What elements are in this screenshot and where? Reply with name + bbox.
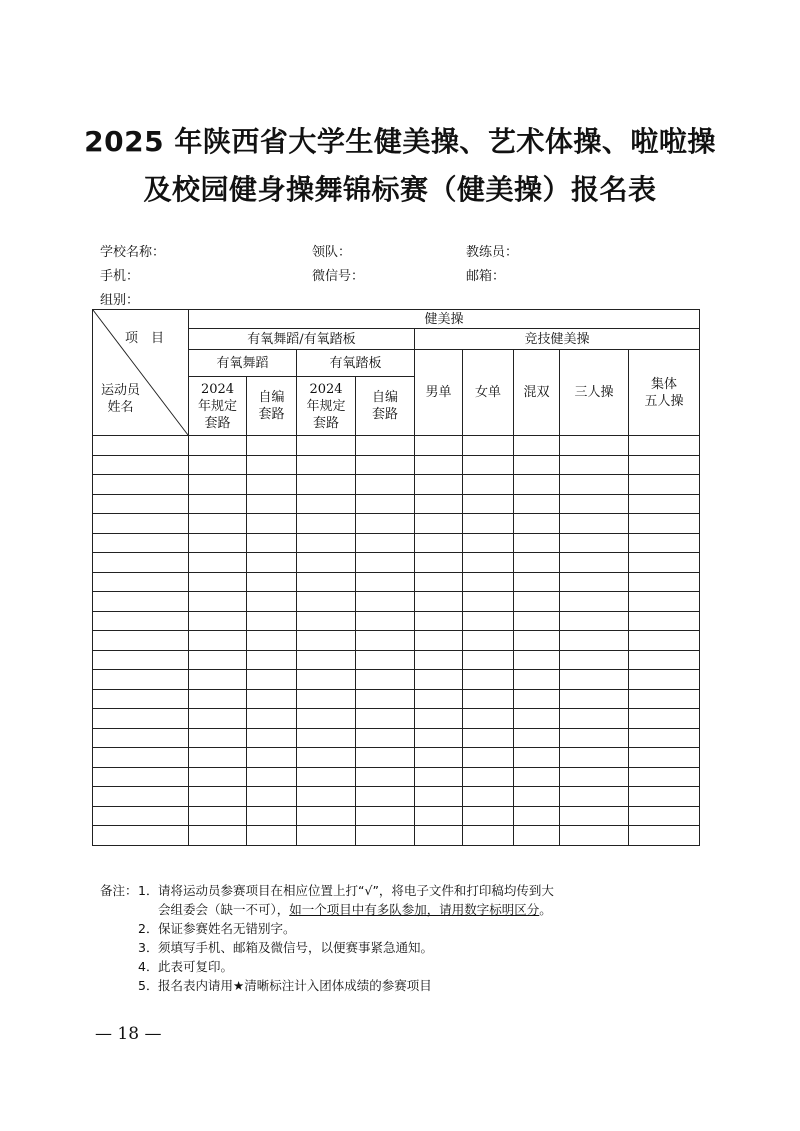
event-check-cell[interactable]	[356, 436, 415, 456]
event-check-cell[interactable]	[560, 611, 629, 631]
note-text: 报名表内请用★清晰标注计入团体成绩的参赛项目	[158, 978, 432, 993]
event-check-cell[interactable]	[463, 650, 514, 670]
event-check-cell[interactable]	[463, 689, 514, 709]
event-check-cell[interactable]	[189, 514, 247, 534]
event-check-cell[interactable]	[514, 787, 560, 807]
event-check-cell[interactable]	[560, 455, 629, 475]
event-check-cell[interactable]	[415, 689, 463, 709]
athlete-name-cell[interactable]	[93, 787, 189, 807]
phone-label: 手机：	[100, 269, 140, 284]
dance-regular-line-1: 2024	[200, 381, 235, 397]
table-row	[93, 592, 700, 612]
table-row	[93, 826, 700, 846]
event-check-cell[interactable]	[247, 475, 297, 495]
event-check-cell[interactable]	[463, 611, 514, 631]
event-check-cell[interactable]	[560, 631, 629, 651]
event-check-cell[interactable]	[560, 728, 629, 748]
event-check-cell[interactable]	[560, 806, 629, 826]
event-check-cell[interactable]	[297, 670, 356, 690]
event-check-cell[interactable]	[514, 767, 560, 787]
event-check-cell[interactable]	[356, 475, 415, 495]
table-row	[93, 767, 700, 787]
athlete-name-cell[interactable]	[93, 806, 189, 826]
event-check-cell[interactable]	[247, 767, 297, 787]
table-row	[93, 689, 700, 709]
event-check-cell[interactable]	[356, 572, 415, 592]
table-row	[93, 436, 700, 456]
event-check-cell[interactable]	[514, 826, 560, 846]
event-check-cell[interactable]	[514, 748, 560, 768]
event-check-cell[interactable]	[463, 826, 514, 846]
event-check-cell[interactable]	[247, 611, 297, 631]
athlete-name-cell[interactable]	[93, 826, 189, 846]
event-check-cell[interactable]	[629, 650, 700, 670]
event-check-cell[interactable]	[189, 572, 247, 592]
event-check-cell[interactable]	[247, 631, 297, 651]
event-check-cell[interactable]	[560, 494, 629, 514]
event-check-cell[interactable]	[629, 436, 700, 456]
event-check-cell[interactable]	[514, 689, 560, 709]
event-check-cell[interactable]	[415, 514, 463, 534]
event-check-cell[interactable]	[247, 553, 297, 573]
event-check-cell[interactable]	[247, 533, 297, 553]
event-check-cell[interactable]	[247, 514, 297, 534]
event-check-cell[interactable]	[297, 475, 356, 495]
aerobics-header: 健美操	[189, 310, 700, 329]
event-check-cell[interactable]	[629, 728, 700, 748]
mixed-pair-header: 混双	[514, 350, 560, 436]
event-check-cell[interactable]	[514, 728, 560, 748]
event-check-cell[interactable]	[356, 611, 415, 631]
step-regular-line-2: 年规定	[306, 398, 346, 414]
event-check-cell[interactable]	[415, 611, 463, 631]
event-check-cell[interactable]	[415, 748, 463, 768]
event-check-cell[interactable]	[297, 689, 356, 709]
event-check-cell[interactable]	[629, 592, 700, 612]
event-check-cell[interactable]	[297, 806, 356, 826]
event-check-cell[interactable]	[247, 670, 297, 690]
table-row	[93, 806, 700, 826]
event-check-cell[interactable]	[356, 533, 415, 553]
event-check-cell[interactable]	[247, 572, 297, 592]
event-check-cell[interactable]	[629, 709, 700, 729]
athlete-name-cell[interactable]	[93, 611, 189, 631]
corner-name-label: 姓名	[107, 400, 134, 415]
event-check-cell[interactable]	[189, 670, 247, 690]
event-check-cell[interactable]	[514, 572, 560, 592]
event-check-cell[interactable]	[463, 728, 514, 748]
event-check-cell[interactable]	[356, 806, 415, 826]
event-check-cell[interactable]	[189, 611, 247, 631]
event-check-cell[interactable]	[514, 533, 560, 553]
competitive-aerobics-header: 竞技健美操	[415, 329, 700, 350]
event-check-cell[interactable]	[415, 455, 463, 475]
event-check-cell[interactable]	[247, 436, 297, 456]
table-row	[93, 728, 700, 748]
event-check-cell[interactable]	[560, 592, 629, 612]
step-regular-line-1: 2024	[309, 381, 343, 397]
athlete-name-cell[interactable]	[93, 572, 189, 592]
event-check-cell[interactable]	[297, 553, 356, 573]
event-check-cell[interactable]	[560, 475, 629, 495]
event-check-cell[interactable]	[297, 592, 356, 612]
note-number: 1．	[138, 883, 159, 898]
event-check-cell[interactable]	[415, 436, 463, 456]
event-check-cell[interactable]	[560, 553, 629, 573]
dance-regular-line-2: 年规定	[197, 398, 237, 414]
step-free-routine-header	[356, 377, 415, 436]
men-single-header: 男单	[415, 350, 463, 436]
table-row	[93, 494, 700, 514]
team-leader-label: 领队：	[312, 245, 352, 260]
event-check-cell[interactable]	[514, 455, 560, 475]
step-free-line-1: 自编	[371, 390, 398, 405]
event-check-cell[interactable]	[560, 826, 629, 846]
event-check-cell[interactable]	[463, 592, 514, 612]
event-check-cell[interactable]	[297, 494, 356, 514]
event-check-cell[interactable]	[356, 631, 415, 651]
group-of-five-line-1: 集体	[651, 376, 678, 392]
event-check-cell[interactable]	[560, 767, 629, 787]
event-check-cell[interactable]	[247, 826, 297, 846]
event-check-cell[interactable]	[514, 611, 560, 631]
event-check-cell[interactable]	[189, 709, 247, 729]
women-single-header: 女单	[463, 350, 514, 436]
event-check-cell[interactable]	[189, 689, 247, 709]
event-check-cell[interactable]	[514, 631, 560, 651]
registration-table	[92, 309, 700, 846]
event-check-cell[interactable]	[463, 494, 514, 514]
event-check-cell[interactable]	[560, 748, 629, 768]
event-check-cell[interactable]	[560, 650, 629, 670]
aerobic-dance-header: 有氧舞蹈	[189, 350, 297, 377]
event-check-cell[interactable]	[629, 572, 700, 592]
event-check-cell[interactable]	[560, 670, 629, 690]
athlete-name-cell[interactable]	[93, 728, 189, 748]
event-check-cell[interactable]	[514, 806, 560, 826]
event-check-cell[interactable]	[629, 475, 700, 495]
dance-free-line-1: 自编	[258, 390, 285, 405]
group-of-five-line-2: 五人操	[644, 393, 684, 409]
note-text: 会组委会（缺一不可），	[158, 902, 290, 917]
event-check-cell[interactable]	[247, 689, 297, 709]
event-check-cell[interactable]	[463, 631, 514, 651]
table-row	[93, 455, 700, 475]
event-check-cell[interactable]	[247, 592, 297, 612]
event-check-cell[interactable]	[356, 553, 415, 573]
athlete-name-cell[interactable]	[93, 670, 189, 690]
event-check-cell[interactable]	[463, 670, 514, 690]
table-row	[93, 748, 700, 768]
event-check-cell[interactable]	[629, 494, 700, 514]
event-check-cell[interactable]	[415, 553, 463, 573]
event-check-cell[interactable]	[189, 806, 247, 826]
dance-regular-routine-header	[189, 377, 247, 436]
event-check-cell[interactable]	[247, 650, 297, 670]
table-row	[93, 572, 700, 592]
athlete-name-cell[interactable]	[93, 748, 189, 768]
event-check-cell[interactable]	[356, 514, 415, 534]
table-row	[93, 553, 700, 573]
event-check-cell[interactable]	[297, 436, 356, 456]
dance-free-routine-header	[247, 377, 297, 436]
athlete-name-cell[interactable]	[93, 455, 189, 475]
trio-header: 三人操	[560, 350, 629, 436]
event-check-cell[interactable]	[297, 826, 356, 846]
event-check-cell[interactable]	[514, 670, 560, 690]
event-check-cell[interactable]	[297, 728, 356, 748]
event-check-cell[interactable]	[189, 650, 247, 670]
notes-section	[100, 881, 554, 995]
event-check-cell[interactable]	[514, 592, 560, 612]
dance-regular-line-3: 套路	[204, 415, 231, 431]
event-check-cell[interactable]	[463, 787, 514, 807]
event-check-cell[interactable]	[356, 748, 415, 768]
note-text: 。	[539, 902, 552, 917]
note-number: 4．	[138, 959, 159, 974]
table-row	[93, 631, 700, 651]
event-check-cell[interactable]	[415, 475, 463, 495]
event-check-cell[interactable]	[514, 475, 560, 495]
athlete-name-cell[interactable]	[93, 689, 189, 709]
event-check-cell[interactable]	[463, 572, 514, 592]
event-check-cell[interactable]	[560, 514, 629, 534]
event-check-cell[interactable]	[514, 650, 560, 670]
event-check-cell[interactable]	[189, 475, 247, 495]
athlete-name-cell[interactable]	[93, 650, 189, 670]
header-corner-cell	[93, 310, 189, 436]
event-check-cell[interactable]	[463, 436, 514, 456]
athlete-name-cell[interactable]	[93, 494, 189, 514]
table-row	[93, 611, 700, 631]
event-check-cell[interactable]	[297, 611, 356, 631]
table-row	[93, 709, 700, 729]
event-check-cell[interactable]	[629, 787, 700, 807]
event-check-cell[interactable]	[297, 767, 356, 787]
event-check-cell[interactable]	[247, 787, 297, 807]
table-row	[93, 533, 700, 553]
event-check-cell[interactable]	[629, 533, 700, 553]
note-text: 请将运动员参赛项目在相应位置上打“√”，将电子文件和打印稿均传到大	[158, 883, 554, 898]
note-text: 保证参赛姓名无错别字。	[158, 921, 296, 936]
event-check-cell[interactable]	[297, 631, 356, 651]
page-number: — 18 —	[95, 1024, 162, 1044]
step-regular-routine-header	[297, 377, 356, 436]
athlete-name-cell[interactable]	[93, 592, 189, 612]
event-check-cell[interactable]	[189, 592, 247, 612]
event-check-cell[interactable]	[629, 748, 700, 768]
event-check-cell[interactable]	[560, 689, 629, 709]
athlete-name-cell[interactable]	[93, 709, 189, 729]
event-check-cell[interactable]	[415, 728, 463, 748]
athlete-name-cell[interactable]	[93, 475, 189, 495]
event-check-cell[interactable]	[514, 709, 560, 729]
event-check-cell[interactable]	[415, 787, 463, 807]
note-continuation	[100, 900, 554, 919]
event-check-cell[interactable]	[415, 533, 463, 553]
event-check-cell[interactable]	[415, 494, 463, 514]
event-check-cell[interactable]	[463, 553, 514, 573]
event-check-cell[interactable]	[247, 806, 297, 826]
event-check-cell[interactable]	[463, 455, 514, 475]
event-check-cell[interactable]	[463, 533, 514, 553]
note-text: 须填写手机、邮箱及微信号，以便赛事紧急通知。	[158, 940, 434, 955]
event-check-cell[interactable]	[189, 553, 247, 573]
event-check-cell[interactable]	[560, 436, 629, 456]
event-check-cell[interactable]	[297, 709, 356, 729]
note-number: 3．	[138, 940, 159, 955]
event-check-cell[interactable]	[189, 494, 247, 514]
group-label: 组别：	[100, 293, 140, 308]
event-check-cell[interactable]	[415, 709, 463, 729]
table-row	[93, 787, 700, 807]
event-check-cell[interactable]	[629, 553, 700, 573]
athlete-name-cell[interactable]	[93, 436, 189, 456]
aerobic-dance-step-header: 有氧舞蹈/有氧踏板	[189, 329, 415, 350]
event-check-cell[interactable]	[189, 533, 247, 553]
event-check-cell[interactable]	[629, 826, 700, 846]
note-underlined-text: 如一个项目中有多队参加，请用数字标明区分	[289, 902, 540, 917]
table-row	[93, 650, 700, 670]
athlete-name-cell[interactable]	[93, 514, 189, 534]
event-check-cell[interactable]	[189, 826, 247, 846]
event-check-cell[interactable]	[297, 514, 356, 534]
event-check-cell[interactable]	[356, 728, 415, 748]
event-check-cell[interactable]	[189, 767, 247, 787]
event-check-cell[interactable]	[514, 514, 560, 534]
table-row	[93, 475, 700, 495]
event-check-cell[interactable]	[356, 767, 415, 787]
event-check-cell[interactable]	[247, 494, 297, 514]
event-check-cell[interactable]	[189, 787, 247, 807]
event-check-cell[interactable]	[463, 767, 514, 787]
event-check-cell[interactable]	[356, 670, 415, 690]
athlete-name-cell[interactable]	[93, 631, 189, 651]
coach-label: 教练员：	[466, 245, 519, 260]
event-check-cell[interactable]	[189, 455, 247, 475]
step-free-line-2: 套路	[371, 407, 398, 422]
wechat-label: 微信号：	[312, 269, 365, 284]
event-check-cell[interactable]	[189, 748, 247, 768]
event-check-cell[interactable]	[297, 787, 356, 807]
event-check-cell[interactable]	[189, 728, 247, 748]
form-title-line-1: 2025 年陕西省大学生健美操、艺术体操、啦啦操	[84, 125, 716, 158]
event-check-cell[interactable]	[297, 533, 356, 553]
event-check-cell[interactable]	[356, 650, 415, 670]
corner-item-label: 项 目	[124, 331, 164, 346]
event-check-cell[interactable]	[514, 436, 560, 456]
group-of-five-header	[629, 350, 700, 436]
event-check-cell[interactable]	[297, 748, 356, 768]
event-check-cell[interactable]	[629, 670, 700, 690]
event-check-cell[interactable]	[560, 787, 629, 807]
note-number: 5．	[138, 978, 159, 993]
table-row	[93, 670, 700, 690]
event-check-cell[interactable]	[415, 592, 463, 612]
athlete-name-cell[interactable]	[93, 767, 189, 787]
event-check-cell[interactable]	[629, 514, 700, 534]
form-title-line-2: 及校园健身操舞锦标赛（健美操）报名表	[143, 173, 657, 206]
event-check-cell[interactable]	[247, 709, 297, 729]
school-name-label: 学校名称：	[100, 245, 166, 260]
event-check-cell[interactable]	[415, 631, 463, 651]
event-check-cell[interactable]	[415, 826, 463, 846]
event-check-cell[interactable]	[415, 670, 463, 690]
event-check-cell[interactable]	[463, 475, 514, 495]
event-check-cell[interactable]	[297, 650, 356, 670]
event-check-cell[interactable]	[463, 709, 514, 729]
event-check-cell[interactable]	[415, 767, 463, 787]
event-check-cell[interactable]	[463, 748, 514, 768]
event-check-cell[interactable]	[629, 689, 700, 709]
dance-free-line-2: 套路	[258, 407, 285, 422]
note-number: 2．	[138, 921, 159, 936]
note-text: 此表可复印。	[158, 959, 234, 974]
event-check-cell[interactable]	[189, 631, 247, 651]
event-check-cell[interactable]	[629, 631, 700, 651]
event-check-cell[interactable]	[297, 572, 356, 592]
event-check-cell[interactable]	[356, 826, 415, 846]
aerobic-step-header: 有氧踏板	[297, 350, 415, 377]
athlete-name-cell[interactable]	[93, 553, 189, 573]
event-check-cell[interactable]	[356, 787, 415, 807]
event-check-cell[interactable]	[415, 806, 463, 826]
table-row	[93, 514, 700, 534]
event-check-cell[interactable]	[463, 806, 514, 826]
event-check-cell[interactable]	[189, 436, 247, 456]
event-check-cell[interactable]	[415, 572, 463, 592]
event-check-cell[interactable]	[629, 611, 700, 631]
event-check-cell[interactable]	[560, 572, 629, 592]
event-check-cell[interactable]	[463, 514, 514, 534]
event-check-cell[interactable]	[356, 709, 415, 729]
event-check-cell[interactable]	[247, 748, 297, 768]
event-check-cell[interactable]	[629, 806, 700, 826]
event-check-cell[interactable]	[247, 455, 297, 475]
event-check-cell[interactable]	[560, 709, 629, 729]
event-check-cell[interactable]	[415, 650, 463, 670]
event-check-cell[interactable]	[356, 455, 415, 475]
event-check-cell[interactable]	[514, 553, 560, 573]
event-check-cell[interactable]	[297, 455, 356, 475]
step-regular-line-3: 套路	[312, 415, 339, 431]
corner-athlete-label: 运动员	[101, 383, 141, 398]
email-label: 邮箱：	[466, 269, 506, 284]
event-check-cell[interactable]	[514, 494, 560, 514]
event-check-cell[interactable]	[356, 689, 415, 709]
athlete-name-cell[interactable]	[93, 533, 189, 553]
event-check-cell[interactable]	[560, 533, 629, 553]
event-check-cell[interactable]	[629, 767, 700, 787]
notes-label: 备注：	[100, 883, 138, 898]
event-check-cell[interactable]	[247, 728, 297, 748]
event-check-cell[interactable]	[356, 592, 415, 612]
event-check-cell[interactable]	[356, 494, 415, 514]
event-check-cell[interactable]	[629, 455, 700, 475]
